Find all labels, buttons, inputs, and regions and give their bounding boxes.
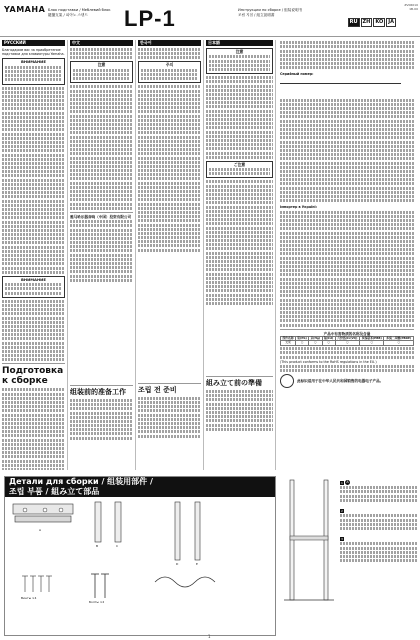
section-title-prep: 組み立て前の準備	[206, 379, 262, 388]
lang-tab-zh: ZH	[362, 19, 371, 25]
serial-number-label: Серийный номер:	[280, 72, 314, 77]
notice-title: 注意	[97, 62, 106, 68]
column-russian	[2, 40, 65, 470]
part-label-a: A	[39, 528, 42, 532]
lang-tab-ko: KO	[375, 19, 384, 25]
notice-box	[138, 61, 201, 83]
company-name: 雅马哈乐器音响（中国）投资有限公司	[70, 214, 132, 219]
caution-title: ВНИМАНИЕ	[21, 276, 46, 282]
caution-box	[2, 276, 65, 298]
notice-title: ВНИМАНИЕ	[21, 59, 46, 65]
notice-title: 注意	[235, 49, 244, 54]
column-divider	[275, 40, 276, 470]
parts-section	[4, 476, 276, 636]
bolt-label: Болты ×2	[89, 600, 105, 604]
notice-box	[2, 58, 65, 84]
part-d-leg	[175, 502, 180, 560]
column-tag: 한국어	[138, 40, 201, 46]
part-label-b: B	[96, 544, 99, 548]
part-c-panel	[115, 502, 121, 542]
brand-logo: YAMAHA	[4, 5, 46, 14]
part-label-e: E	[196, 562, 198, 566]
cable-icon	[155, 577, 215, 587]
china-note: 此标识适用于在中华人民共和国销售的电器电子产品。	[297, 379, 384, 384]
caution-label: ご注意	[233, 161, 246, 167]
part-label-d: D	[176, 562, 179, 566]
title-left: Блок подставки / Меблевий блок 鍵盤支架 / 피아노 스탠드	[48, 8, 111, 17]
parts-title: Детали для сборки / 组装用部件 /	[5, 477, 275, 487]
title-right: Инструкции по сборке / 组装说明书 조립 지침 / 組立説明書	[238, 8, 303, 17]
parts-illustration	[5, 498, 273, 633]
intro-text: Благодарим вас за приобретение подставки для клавиатуры Yamaha.	[2, 48, 65, 57]
section-title-prep: 组装前的准备工作	[70, 387, 126, 396]
notice-title: 주의	[165, 62, 174, 68]
column-tag: РУССКИЙ	[2, 40, 65, 46]
section-title-prep: Подготовка к сборке	[2, 366, 64, 387]
section-title-prep: 조립 전 준비	[138, 385, 177, 394]
column-chinese	[70, 40, 133, 470]
hazard-table	[280, 336, 414, 346]
column-korean	[138, 40, 201, 470]
lang-tab-ja: JA	[388, 19, 394, 25]
column-japanese	[206, 40, 273, 470]
table-row: 支架 ○ ○ ○ ○ ○ ○	[281, 341, 414, 346]
step-3: 3	[341, 537, 343, 542]
doc-code: ZV06010 1B-00	[404, 3, 418, 11]
table-header-row: 部件名称 铅(Pb) 汞(Hg) 镉(Cd) 六价铬(Cr(VI)) 多溴联苯(PBB) 多溴二苯醚(PBDE)	[281, 336, 414, 341]
notice-box	[206, 48, 273, 74]
language-tabs	[348, 18, 396, 27]
hazard-table-title: 产品中有害物质的名称及含量	[323, 331, 371, 336]
column-tag: 中文	[70, 40, 133, 46]
column-divider	[67, 40, 68, 470]
column-divider	[203, 40, 204, 470]
part-e-leg	[195, 502, 200, 560]
importer-label: Імпортер в Україні:	[280, 205, 317, 210]
document-header	[0, 0, 420, 37]
column-divider	[135, 40, 136, 470]
page-number: 1	[208, 634, 211, 639]
caution-box	[206, 161, 273, 179]
part-b-panel	[95, 502, 101, 542]
step-1: 1 A	[341, 480, 349, 485]
model-name: LP-1	[124, 6, 176, 31]
assembly-steps	[340, 480, 418, 563]
lang-tab-ru: RU	[349, 19, 358, 25]
column-tag: 日本語	[206, 40, 273, 46]
parts-title-cont: 조립 부품 / 組み立て部品	[5, 487, 275, 497]
screw-label: Винты ×4	[21, 596, 37, 600]
step-2: 2	[341, 508, 343, 513]
eu-rohs-note: (This product conforms to the RoHS regulations in the EU.)	[280, 359, 377, 364]
notice-box	[70, 61, 133, 83]
eco-mark-icon	[280, 374, 294, 388]
column-importer-info	[280, 40, 414, 480]
part-label-c: C	[116, 544, 119, 548]
